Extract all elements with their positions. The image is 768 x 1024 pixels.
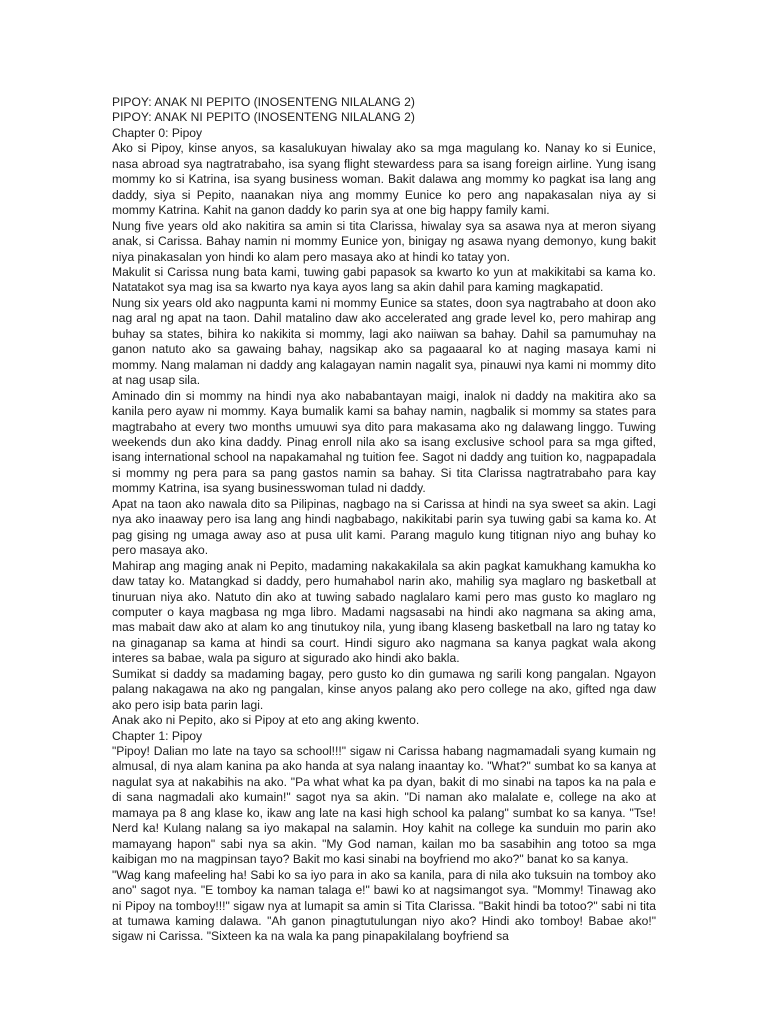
paragraph: Aminado din si mommy na hindi nya ako nababantayan maigi, inalok ni daddy na makitira ako sa kanila pero ayaw ni mommy. Kaya bumalik kami sa bahay namin, nagbalik si mommy sa states para magtrabaho at every two months umuuwi sya dito para makasama ako ng dalawang linggo. Tuwing weekends dun ako kina daddy. Pinag enroll nila ako sa isang exclusive school para sa mga gifted, isang international school na napakamahal ng tuition fee. Sagot ni daddy ang tuition ko, nagpapadala si mommy ng pera para sa pang gastos namin sa bahay. Si tita Clarissa nagtratrabaho para kay mommy Katrina, isa syang businesswoman tulad ni daddy. [112,388,656,496]
paragraph: Apat na taon ako nawala dito sa Pilipinas, nagbago na si Carissa at hindi na sya sweet sa akin. Lagi nya ako inaaway pero isa lang ang hindi nagbabago, nakikitabi parin sya tuwing gabi sa kama ko. At pag gising ng umaga away aso at pusa ulit kami. Parang magulo kung titignan niyo ang buhay ko pero masaya ako. [112,496,656,558]
document-title: PIPOY: ANAK NI PEPITO (INOSENTENG NILALANG 2) [112,95,415,109]
document-title-repeat: PIPOY: ANAK NI PEPITO (INOSENTENG NILALANG 2) [112,110,415,125]
chapter-heading: Chapter 1: Pipoy [112,728,203,743]
paragraph: "Pipoy! Dalian mo late na tayo sa school!!!" sigaw ni Carissa habang nagmamadali syang kumain ng almusal, di nya alam kanina pa ako handa at sya nalang inaantay ko. "What?" sumbat ko sa kanya at nagulat sya at nakabihis na ako. "Pa what what ka pa dyan, bakit di mo sinabi na tapos ka na pala e di sana nagmadali ako kumain!" sagot nya sa akin. "Di naman ako malalate e, college na ako at mamaya pa 8 ang klase ko, ikaw ang late na kasi high school ka palang" sumbat ko sa kanya. "Tse! Nerd ka! Kulang nalang sa iyo makapal na salamin. Hoy kahit na college ka sunduin mo parin ako mamayang hapon" sabi nya sa akin. "My God naman, kailan mo ba sasabihin ang totoo sa mga kaibigan mo na magpinsan tayo? Bakit mo kasi sinabi na boyfriend mo ako?" banat ko sa kanya. [112,744,656,867]
paragraph: Ako si Pipoy, kinse anyos, sa kasalukuyan hiwalay ako sa mga magulang ko. Nanay ko si Eunice, nasa abroad sya nagtratrabaho, isa syang flight stewardess para sa isang foreign airline. Yung isang mommy ko si Katrina, isa syang business woman. Bakit dalawa ang mommy ko pagkat isa lang ang daddy, siya si Pepito, naanakan niya ang mommy Eunice ko pero ang napakasalan niya ay si mommy Katrina. Kahit na ganon daddy ko parin sya at one big happy family kami. [112,141,656,218]
chapter-heading: Chapter 0: Pipoy [112,125,203,140]
document-body [112,95,656,945]
paragraph: "Wag kang mafeeling ha! Sabi ko sa iyo para in ako sa kanila, para di nila ako tuksuin na tomboy ako ano" sagot nya. "E tomboy ka naman talaga e!" bawi ko at nagsimangot sya. "Mommy! Tinawag ako ni Pipoy na tomboy!!!" sigaw nya at lumapit sa amin si Tita Clarissa. "Bakit hindi ba totoo?" sabi ni tita at tumawa kaming dalawa. "Ah ganon pinagtutulungan niyo ako? Hindi ako tomboy! Babae ako!" sigaw ni Carissa. "Sixteen ka na wala ka pang pinapakilalang boyfriend sa [112,867,656,944]
paragraph: Nung five years old ako nakitira sa amin si tita Clarissa, hiwalay sya sa asawa nya at meron siyang anak, si Carissa. Bahay namin ni mommy Eunice yon, binigay ng asawa nyang demonyo, kung bakit niya pinakasalan yon hindi ko alam pero masaya ako at hindi ko tatay yon. [112,218,656,264]
paragraph: Anak ako ni Pepito, ako si Pipoy at eto ang aking kwento. [112,713,420,728]
paragraph: Nung six years old ako nagpunta kami ni mommy Eunice sa states, doon sya nagtrabaho at doon ako nag aral ng apat na taon. Dahil matalino daw ako accelerated ang grade level ko, pero mahirap ang buhay sa states, bihira ko nakikita si mommy, lagi ako naiiwan sa bahay. Dahil sa pamumuhay na ganon natuto ako sa gawaing bahay, nagsikap ako sa pagaaaral ko at naging masaya kami ni mommy. Nang malaman ni daddy ang kalagayan namin nagalit sya, pinauwi nya kami ni mommy dito at nag usap sila. [112,295,656,388]
paragraph: Makulit si Carissa nung bata kami, tuwing gabi papasok sa kwarto ko yun at makikitabi sa kama ko. Natatakot sya mag isa sa kwarto nya kaya ayos lang sa akin dahil para kaming magkapatid. [112,264,656,295]
paragraph: Mahirap ang maging anak ni Pepito, madaming nakakakilala sa akin pagkat kamukhang kamukha ko daw tatay ko. Matangkad si daddy, pero humahabol narin ako, mahilig sya maglaro ng basketball at tinuruan niya ako. Natuto din ako at tuwing sabado naglalaro kami pero mas gusto ko maglaro ng computer o kaya magbasa ng mga libro. Madami nagsasabi na hindi ako nagmana sa aking ama, mas mabait daw ako at alam ko ang tinutukoy nila, yung ibang klaseng basketball na laro ng tatay ko na ginaganap sa kama at hindi sa court. Hindi siguro ako nagmana sa kanya pagkat wala akong interes sa babae, wala pa siguro at sigurado ako hindi ako bakla. [112,558,656,666]
paragraph: Sumikat si daddy sa madaming bagay, pero gusto ko din gumawa ng sarili kong pangalan. Ngayon palang nakagawa na ako ng pangalan, kinse anyos palang ako pero college na ako, gifted nga daw ako pero isip bata parin lagi. [112,666,656,712]
